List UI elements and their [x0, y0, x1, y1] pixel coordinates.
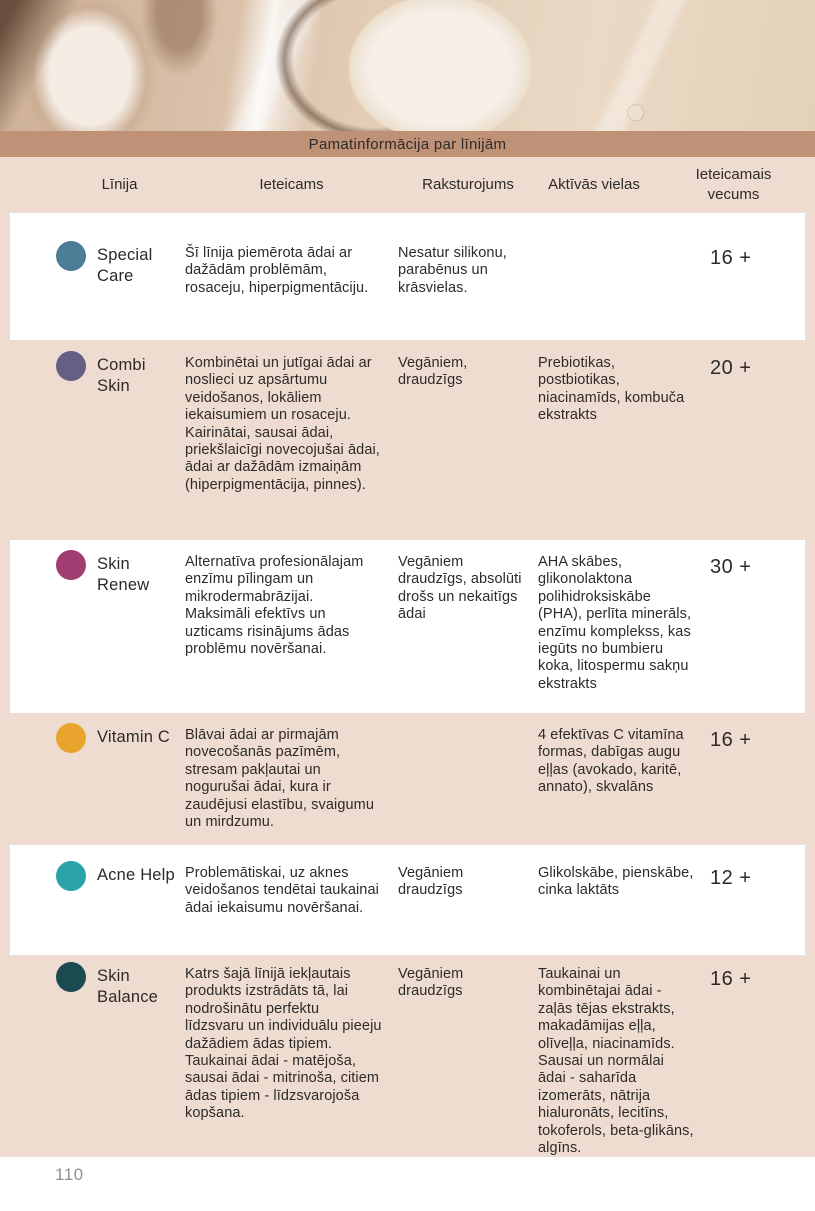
line-color-dot: [56, 241, 86, 271]
section-title-bar: [0, 131, 815, 157]
line-recommended-for: Šī līnija piemērota ādai ar dažādām problēmām, rosaceju, hiperpigmentāciju.: [185, 245, 369, 296]
table-row-skin-balance: [10, 955, 805, 1157]
line-cell: [10, 554, 185, 597]
column-header-aktivas-vielas: Aktīvās vielas: [548, 175, 640, 193]
line-active-ingredients: AHA skābes, glikonolaktona polihidroksiskābe (PHA), perlīta minerāls, enzīmu komplekss, kas iegūts no bumbieru koka, litospermu sakņu ekstrakts: [538, 554, 692, 692]
line-name: Acne Help: [97, 866, 175, 884]
line-recommended-for: Alternatīva profesionālajam enzīmu pīlingam un mikrodermabrāzijai. Maksimāli efektīvs un uzticams risinājums ādas problēmu novēršanai.: [185, 554, 364, 657]
line-color-dot: [56, 550, 86, 580]
section-title: Pamatinformācija par līnijām: [308, 135, 507, 153]
table-header-row: [10, 157, 805, 213]
column-header-raksturojums: Raksturojums: [422, 175, 514, 193]
table-row-combi-skin: [10, 340, 805, 540]
page-number: 110: [55, 1165, 84, 1185]
line-recommended-for: Problemātiskai, uz aknes veidošanos tendētai taukainai ādai iekaisumu novēršanai.: [185, 865, 379, 916]
line-name: Skin Balance: [97, 967, 159, 1007]
line-characteristics: Vegāniem draudzīgs, absolūti drošs un nekaitīgs ādai: [398, 554, 522, 623]
line-recommended-for: Blāvai ādai ar pirmajām novecošanās pazīmēm, stresam pakļautai un nogurušai ādai, kura ir zaudējusi elastību, svaigumu un mirdzumu.: [185, 727, 374, 830]
line-recommended-age: 16 +: [710, 247, 752, 269]
column-header-linija: Līnija: [101, 175, 138, 193]
hero-cream-texture-photo: [0, 0, 815, 131]
page-footer: [0, 1157, 815, 1211]
line-recommended-age: 16 +: [710, 968, 752, 990]
line-color-dot: [56, 962, 86, 992]
line-color-dot: [56, 351, 86, 381]
line-name: Skin Renew: [97, 555, 150, 595]
line-color-dot: [56, 723, 86, 753]
column-header-ieteicams: Ieteicams: [259, 175, 324, 193]
line-recommended-for: Kombinētai un jutīgai ādai ar noslieci uz apsārtumu veidošanos, lokāliem iekaisumiem un rosaceju. Kairinātai, sausai ādai, priekšlaicīgi novecojušai ādai, ādai ar dažādām izmaiņām (hiperpigmentācija, pinnes).: [185, 355, 380, 493]
line-cell: [10, 727, 185, 753]
line-name: Vitamin C: [97, 728, 171, 746]
line-name: Combi Skin: [97, 356, 146, 396]
line-recommended-age: 30 +: [710, 556, 752, 578]
line-characteristics: Nesatur silikonu, parabēnus un krāsvielas.: [398, 245, 507, 296]
line-characteristics: Vegāniem draudzīgs: [398, 966, 464, 1000]
line-recommended-age: 12 +: [710, 867, 752, 889]
table-row-special-care: [10, 213, 805, 340]
line-recommended-age: 16 +: [710, 729, 752, 751]
line-recommended-age: 20 +: [710, 357, 752, 379]
line-name: Special Care: [97, 246, 153, 286]
line-active-ingredients: Taukainai un kombinētajai ādai - zaļās tējas ekstrakts, makadāmijas eļļa, olīveļļa, niacinamīds. Sausai un normālai ādai - saharīda izomerāts, nātrija hialuronāts, lecitīns, tokoferols, beta-glikāns, algīns.: [538, 966, 694, 1156]
table-row-acne-help: [10, 845, 805, 955]
table-row-skin-renew: [10, 540, 805, 713]
line-recommended-for: Katrs šajā līnijā iekļautais produkts izstrādāts tā, lai nodrošinātu perfektu līdzsvaru un individuālu pieeju dažādiem ādas tipiem. Taukainai ādai - matējoša, sausai ādai - mitrinoša, citiem ādas tipiem - līdzsvarojoša kopšana.: [185, 966, 382, 1122]
line-active-ingredients: Glikolskābe, pienskābe, cinka laktāts: [538, 865, 694, 899]
line-characteristics: Vegāniem draudzīgs: [398, 865, 464, 899]
column-header-ieteicamais-vecums: Ieteicamais vecums: [695, 165, 772, 203]
line-cell: [10, 966, 185, 1009]
line-cell: [10, 355, 185, 398]
line-color-dot: [56, 861, 86, 891]
table-row-vitamin-c: [10, 713, 805, 845]
line-characteristics: Vegāniem, draudzīgs: [398, 355, 468, 389]
lines-info-table: [0, 157, 815, 1157]
line-cell: [10, 865, 185, 891]
line-cell: [10, 245, 185, 288]
line-active-ingredients: 4 efektīvas C vitamīna formas, dabīgas augu eļļas (avokado, karitē, annato), skvalāns: [538, 727, 684, 796]
line-active-ingredients: Prebiotikas, postbiotikas, niacinamīds, kombuča ekstrakts: [538, 355, 685, 424]
